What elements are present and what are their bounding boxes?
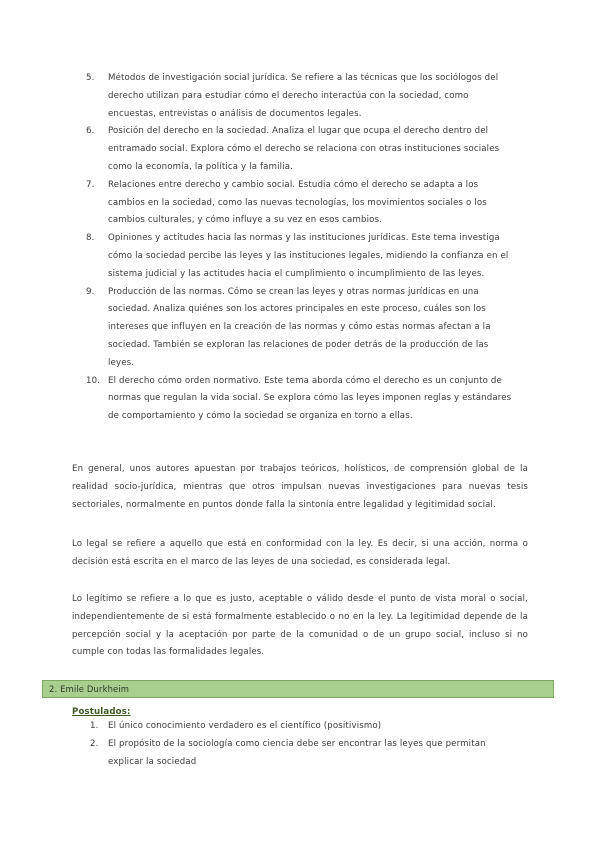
postulados-list: [90, 718, 520, 771]
list-item: [86, 177, 516, 230]
paragraph-legitimo: Lo legítimo se refiere a lo que es justo, aceptable o válido desde el punto de vista moral o social, independientemente de si está formalmente establecido o no en la ley. La legitimidad depende de la percepción social y la aceptación por parte de la comunidad o de un grupo social, incluso si no cumple con todas las formalidades legales.: [72, 594, 528, 658]
list-item-text: Producción de las normas. Cómo se crean las leyes y otras normas jurídicas en una sociedad. Analiza quiénes son los actores principales en este proceso, cuáles son los intereses que influyen en la creación de las normas y cómo estas normas afectan a la sociedad. También se exploran las relaciones de poder detrás de la producción de las leyes.: [108, 286, 491, 368]
list-item-number: 1.: [90, 721, 99, 731]
paragraph-general: En general, unos autores apuestan por trabajos teóricos, holísticos, de comprensión global de la realidad socio-jurídica, mientras que otros impulsan nuevas investigaciones para nuevas tesis sectoriales, normalmente en puntos donde falla la sintonía entre legalidad y legitimidad social.: [72, 464, 528, 510]
list-item-number: 8.: [86, 233, 95, 244]
numbered-topic-list: [86, 70, 516, 426]
section-heading-banner: 2. Emile Durkheim: [42, 680, 554, 698]
list-item-number: 10.: [86, 375, 101, 386]
list-item-number: 2.: [90, 738, 99, 749]
list-item-number: 5.: [86, 73, 95, 83]
list-item-text: Posición del derecho en la sociedad. Analiza el lugar que ocupa el derecho dentro del entramado social. Explora cómo el derecho se relaciona con otras instituciones sociales como la economía, la política y la familia.: [108, 126, 500, 172]
list-item: [86, 284, 516, 373]
paragraph-legal: Lo legal se refiere a aquello que está en conformidad con la ley. Es decir, si una acción, norma o decisión está escrita en el marco de las leyes de una sociedad, es considerada legal.: [72, 539, 528, 567]
list-item: [90, 736, 520, 772]
list-item: [86, 70, 516, 123]
list-item: [86, 123, 516, 176]
list-item-text: El único conocimiento verdadero es el científico (positivismo): [108, 721, 382, 731]
list-item-text: El derecho cómo orden normativo. Este tema aborda cómo el derecho es un conjunto de normas que regulan la vida social. Se explora cómo las leyes imponen reglas y estándares de comportamiento y cómo la sociedad se organiza en torno a ellas.: [108, 375, 512, 422]
list-item: [86, 373, 516, 426]
postulados-heading: Postulados:: [72, 707, 131, 717]
list-item-number: 7.: [86, 179, 95, 190]
list-item: [90, 718, 520, 736]
list-item: [86, 230, 516, 283]
list-item-number: 9.: [86, 286, 95, 297]
list-item-text: El propósito de la sociología como ciencia debe ser encontrar las leyes que permitan explicar la sociedad: [108, 738, 486, 767]
list-item-number: 6.: [86, 126, 95, 137]
list-item-text: Opiniones y actitudes hacia las normas y las instituciones jurídicas. Este tema investiga cómo la sociedad percibe las leyes y las instituciones legales, midiendo la confianza en el sistema judicial y las actitudes hacia el cumplimiento o incumplimiento de las leyes.: [108, 233, 509, 279]
list-item-text: Métodos de investigación social jurídica. Se refiere a las técnicas que los sociólogos del derecho utilizan para estudiar cómo el derecho interactúa con la sociedad, como encuestas, entrevistas o análisis de documentos legales.: [108, 73, 499, 119]
list-item-text: Relaciones entre derecho y cambio social. Estudia cómo el derecho se adapta a los cambios en la sociedad, como las nuevas tecnologías, los movimientos sociales o los cambios culturales, y cómo influye a su vez en esos cambios.: [108, 179, 487, 226]
